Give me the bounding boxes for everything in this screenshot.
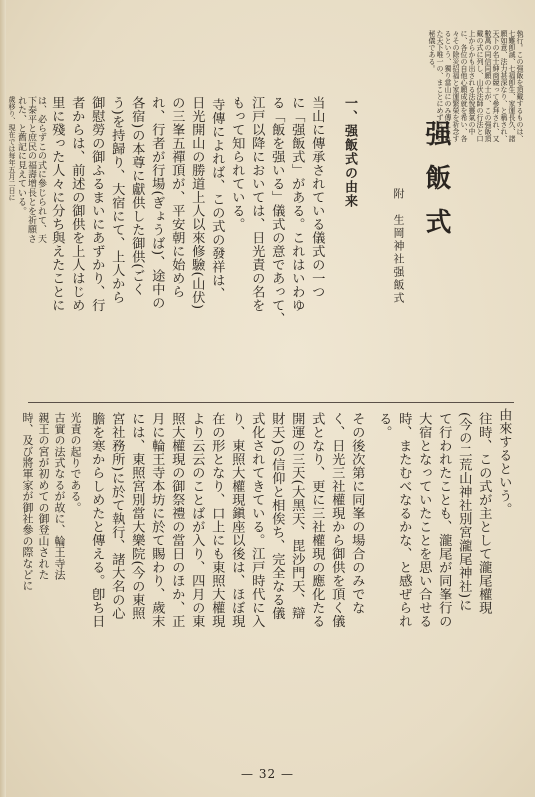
text-column: 寺傳によれば、この式の發祥は、 bbox=[209, 98, 225, 301]
text-column: 膽を寒からしめたと傳える。卽ち日 bbox=[89, 412, 105, 628]
text-column: 大宿となっていたことを思い合せる bbox=[416, 412, 432, 628]
text-column: 由來するという。 bbox=[496, 408, 512, 516]
text-column: 開運の三天(大黑天、毘沙門天、辯 bbox=[289, 412, 305, 620]
text-column: く、日光三社權現から御供を頂く儀 bbox=[329, 412, 345, 628]
text-column: て行われたことも、瀧尾が同峯行の bbox=[436, 412, 452, 628]
text-column: れ、行者が行場(ぎょうば)、途中の bbox=[149, 96, 165, 310]
text-column: 各宿)の本尊に獻供した御供(ごく bbox=[129, 96, 145, 296]
text-column: に、各位の自他心願成就を希い、各 bbox=[460, 30, 468, 142]
text-column: 光責の起りである。 bbox=[69, 412, 82, 513]
text-column: 數萬の同信同願の士が、この强飯頂 bbox=[484, 30, 492, 142]
text-column: 式となり、更に三社權現の應化たる bbox=[309, 412, 325, 628]
page-binding-edge bbox=[0, 0, 6, 797]
text-column: 財天)の信仰と相俟ち、完全なる儀 bbox=[269, 412, 285, 620]
section-divider bbox=[28, 402, 514, 403]
text-column: 時、またむべなるかな、と感ぜられ bbox=[396, 412, 412, 628]
text-column: 宮社務所)に於て執行、諸大名の心 bbox=[109, 412, 125, 620]
text-column: 日光開山の勝道上人以來修驗(山伏) bbox=[189, 96, 205, 310]
text-column: 在の形となり、口上にも東照大權現 bbox=[209, 412, 225, 628]
text-column: る。 bbox=[376, 412, 392, 439]
text-column: 執行。この强飯を頂戴するものは、 bbox=[516, 30, 524, 142]
text-column: 式化されてきている。江戸時代に入 bbox=[249, 412, 265, 628]
text-column: 親王の宮が初めての御登山された bbox=[37, 412, 50, 580]
page-title: 强飯式 bbox=[421, 120, 451, 252]
text-column: より云云のことばが入り、四月の東 bbox=[189, 412, 205, 628]
text-column: るという、獨り當山にのみ傳えられ bbox=[444, 30, 452, 142]
text-column: る「飯を强いる」儀式の意であって、 bbox=[269, 96, 285, 326]
section-heading: 一、强飯式の由来 bbox=[342, 96, 357, 208]
page-subtitle: 附 生岡神社强飯式 bbox=[392, 188, 405, 305]
text-column: 往時、この式が主として瀧尾權現 bbox=[476, 412, 492, 615]
text-column: (今の二荒山神社別宮瀧尾神社)に bbox=[456, 412, 472, 612]
text-column: 月に輪王寺本坊に於て賜わり、歲末 bbox=[149, 412, 165, 628]
text-column: 願如意、法力甚深なり、と稱され、 bbox=[500, 30, 508, 142]
text-column: には、東照宮別當大樂院(今の東照 bbox=[129, 412, 145, 620]
text-column: 江戸以降においては、日光責の名を bbox=[249, 96, 265, 312]
text-column: 照大權現の御祭禮の當日のほか、正 bbox=[169, 412, 185, 628]
text-column: 下泰平と庶民の福壽增長とを祈願さ bbox=[26, 96, 36, 244]
text-column: う)を持歸り、大宿にて、上人から bbox=[109, 96, 125, 304]
text-column: り、東照大權現鎭座以後は、ほぼ現 bbox=[229, 412, 245, 628]
page-number: — 32 — bbox=[241, 767, 294, 781]
text-column: 々その除災招福と家運繁榮を祈念す bbox=[452, 30, 460, 142]
text-column: に「强飯式」がある。これはいわゆ bbox=[289, 96, 305, 312]
text-column: た天下唯一の、まことにめずらしい bbox=[436, 30, 444, 142]
text-column: 当山に傳承されている儀式の一つ bbox=[309, 96, 325, 299]
text-column: 時、及び將軍家が御社參の際などに bbox=[21, 412, 34, 592]
text-column: は、必らずこの式に參じられて、天 bbox=[36, 96, 46, 244]
text-column: の三峯五禪頂が、平安朝に始めら bbox=[169, 96, 185, 299]
text-column: その後次第に同峯の場合のみでな bbox=[349, 412, 365, 615]
text-column: 御慰勞の御ふるまいにあずかり、行 bbox=[89, 96, 105, 312]
text-column: 古實の法式なるが故に、輪王寺法 bbox=[53, 412, 66, 580]
text-column: 七難卽滅、七福卽生、家運長久、諸 bbox=[508, 30, 516, 142]
text-column: れた、と舊記に見えている。 bbox=[16, 96, 26, 216]
text-column: 里に殘った人々に分ち與えたことに bbox=[49, 96, 65, 312]
text-column: 上からかも出される法悅靈氣の中 bbox=[468, 30, 476, 135]
text-column: 戴の式に列し、山伏法師の行法と口 bbox=[476, 30, 484, 142]
text-column: 天下の名士紳商競って參拜され、又 bbox=[492, 30, 500, 142]
text-column: 歲移り、現在では每年五月二日に bbox=[8, 96, 16, 201]
text-column: もって知られている。 bbox=[229, 96, 245, 231]
text-column: 秘儀である。 bbox=[428, 30, 436, 72]
text-column: 者からは、前述の御供を上人はじめ bbox=[69, 96, 85, 312]
